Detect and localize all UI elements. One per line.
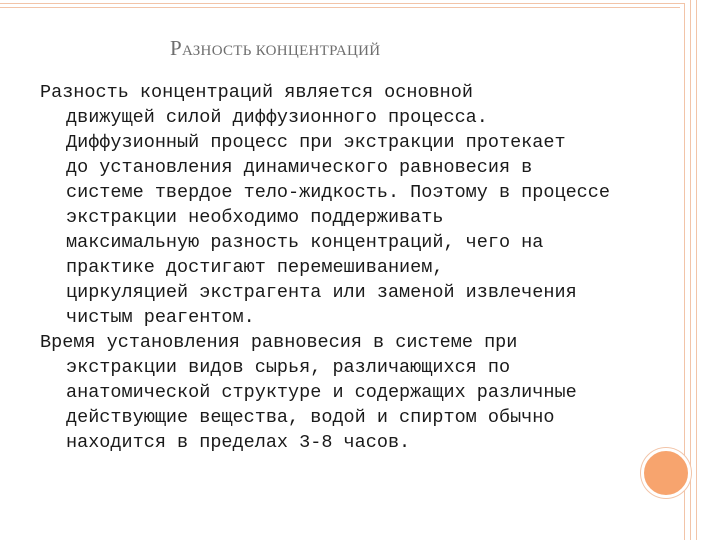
text-line: до установления динамического равновесия в: [66, 157, 533, 178]
frame-top-line-inner: [0, 7, 680, 8]
text-line: Разность концентраций является основной: [40, 82, 473, 103]
text-line: практике достигают перемешиванием,: [66, 257, 444, 278]
text-line: Диффузионный процесс при экстракции протекает: [66, 132, 566, 153]
frame-top-line: [0, 3, 684, 4]
text-line: максимальную разность концентраций, чего на: [66, 232, 544, 253]
frame-right-line-3: [696, 0, 697, 540]
text-line: системе твердое тело-жидкость. Поэтому в процессе: [66, 182, 610, 203]
paragraph-2: [40, 330, 680, 455]
text-line: Время установления равновесия в системе при: [40, 332, 518, 353]
orange-circle-decoration: [641, 448, 691, 498]
slide-title-initial: Р: [170, 36, 182, 60]
text-line: находится в пределах 3-8 часов.: [66, 432, 411, 453]
text-line: циркуляцией экстрагента или заменой извлечения: [66, 282, 577, 303]
text-line: экстракции видов сырья, различающихся по: [66, 357, 511, 378]
slide-title-rest: АЗНОСТЬ КОНЦЕНТРАЦИЙ: [181, 43, 381, 59]
frame-right-line-2: [690, 0, 691, 540]
text-line: анатомической структуре и содержащих различные: [66, 382, 577, 403]
slide-title: [170, 36, 630, 61]
slide-body: [40, 80, 680, 455]
text-line: движущей силой диффузионного процесса.: [66, 107, 488, 128]
paragraph-1: [40, 80, 680, 330]
text-line: действующие вещества, водой и спиртом обычно: [66, 407, 555, 428]
text-line: экстракции необходимо поддерживать: [66, 207, 444, 228]
text-line: чистым реагентом.: [66, 307, 255, 328]
